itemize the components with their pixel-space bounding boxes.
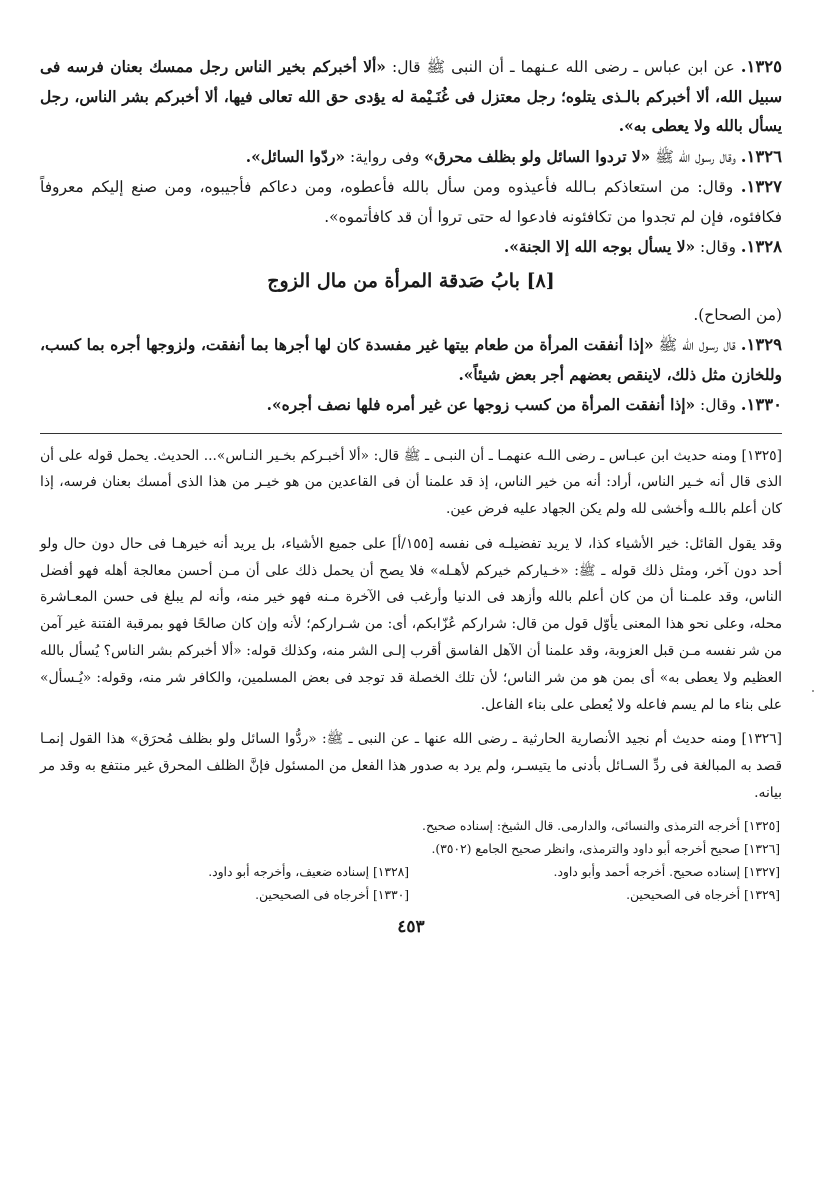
hadith-number: ١٣٢٥. [740,57,782,76]
commentary-1325-part1: [١٣٢٥] ومنه حديث ابن عبـاس ـ رضى اللـه عنهمـا ـ أن النبـى ـ ﷺ قال: «ألا أخبـركم بخـير النـاس»... الحديث. يحمل قوله على أن الذى قال أنه خـير الناس، أراد: أنه من خير الناس، إذ قد علمنا أن فى القاعدين من هو خيـر من هذا الذى أمسك بعنان فرسه، إذا كان أعلم باللـه وأخشى لله ولم يكن الجهاد عليه فرض عين. [40,447,782,518]
hadith-number: ١٣٢٧. [740,177,782,196]
hadith-1329 [40,330,782,390]
hadith-1325 [40,52,782,142]
footnote-1329: [١٣٢٩] أخرجاه فى الصحيحين. [626,887,780,902]
footnote-1327: [١٣٢٧] إسناده صحيح. أخرجه أحمد وأبو داود. [553,864,780,879]
footnote-1330: [١٣٣٠] أخرجاه فى الصحيحين. [255,887,409,902]
hadith-text: «إذا أنفقت المرأة من طعام بيتها غير مفسدة كان لها أجرها بما أنفقت، ولزوجها أجره بما كسب، وللخازن مثل ذلك، لاينقص بعضهم أجر بعض شيئاً». [40,336,782,384]
hadith-1330 [40,390,782,421]
hadith-text: «لا يسأل بوجه الله إلا الجنة». [503,238,696,256]
hadith-number: ١٣٢٦. [740,146,782,166]
hadith-number: ١٣٣٠. [740,395,782,414]
chapter-heading: [٨] بابُ صَدقة المرأة من مال الزوج [267,269,555,292]
hadith-1326 [40,142,782,173]
hadith-variant-label: وفى رواية: [349,147,420,166]
hadith-intro: قال رسول الله ﷺ [658,336,736,354]
hadith-variant-text: «ردّوا السائل». [245,147,346,166]
section-divider [40,433,782,434]
book-page [40,52,782,937]
footnote-row [40,861,782,884]
hadith-intro: عن ابن عباس ـ رضى الله عـنهما ـ أن النبى ﷺ قال: [392,58,735,76]
footnote-1326: [١٣٢٦] صحيح أخرجه أبو داود والترمذى، وانظر صحيح الجامع (٣٥٠٢). [431,841,780,856]
scan-speck [812,690,814,692]
hadith-intro: وقال رسول الله ﷺ [655,147,736,166]
footnote-1328: [١٣٢٨] إسناده ضعيف، وأخرجه أبو داود. [208,864,409,879]
hadith-intro: وقال: [700,238,736,256]
commentary-1326: [١٣٢٦] ومنه حديث أم نجيد الأنصارية الحارثية ـ رضى الله عنها ـ عن النبى ـ ﷺ: «ردُّوا السائل ولو بظلف مُحرَق» هذا القول إنمـا قصد به المبالغة فى ردِّ السـائل بأدنى ما يتيسـر، ولم يرد به صدور هذا الفعل من المسئول فإنَّ الظلف المحرق غير منتفع به وقد مر بيانه. [40,731,782,802]
footnotes [40,815,782,907]
footnote-row [40,884,782,907]
hadith-1327 [40,172,782,232]
hadith-intro: وقال: [700,396,736,414]
hadith-number: ١٣٢٩. [740,335,782,354]
hadith-number: ١٣٢٨. [740,237,782,256]
commentary-1325-part2: وقد يقول القائل: خير الأشياء كذا، لا يريد تفضيلـه فى نفسه [١٥٥/أ] على جميع الأشياء، بل يريد أنه خيرهـا فى حال دون حال ولو أحد دون آخر، ومثل ذلك قوله ـ ﷺ: «خـياركم خيركم لأهـله» فلا يصح أن يحمل ذلك على أن مـن أحسن معالجة أهله فهو أفضل الناس، وقد علمـنا أن من كان أعلم بالله وأزهد فى الدنيا وأرغب فى الآخرة مـنه فهو خير منه، وأنه لم يبلغ فى حسن المعـاشرة محله، وعلى نحو هذا المعنى يأوّل قول من قال: شراركم عُزّابكم، أى: من شـراركم؛ لأنه وإن كان صالحًا فهو بمرقبة الفتنة غير آمن من شر نفسه مـن قبل العزوبة، وقد علمنا أن الآهل الفاسق أقرب إلـى الشر منه، وكذلك قوله: «ألا أخبركم بشر الناس؟ يُسأل بالله العظيم ولا يعطى به» أى بمن هو من شر الناس؛ لأن تلك الخصلة قد توجد فى بعض المسلمين، والكافر شر منه، وقوله: «يُـسأل» على بناء ما لم يسم فاعله ولا يُعطى على بناء الفاعل. [40,535,783,713]
hadith-text: وقال: من استعاذكم بـالله فأعيذوه ومن سأل بالله فأعطوه، ومن دعاكم فأجيبوه، ومن صنع إليكم معروفاً فكافئوه، فإن لم تجدوا من تكافئونه فادعوا له حتى تروا أن قد كافأتموه». [40,178,782,226]
footnote-1325: [١٣٢٥] أخرجه الترمذى والنسائى، والدارمى. قال الشيخ: إسناده صحيح. [422,818,780,833]
hadith-text: «ألا أخبركم بخير الناس رجل ممسك بعنان فرسه فى سبيل الله، ألا أخبركم بالـذى يتلوه؛ رجل معتزل فى غُنَـيْمة له يؤدى حق الله تعالى فيها، ألا أخبركم بشر الناس، رجل يسأل بالله ولا يعطى به». [40,58,782,135]
page-number: ٤٥٣ [397,916,425,937]
hadith-1328 [40,232,782,263]
hadith-text: «لا تردوا السائل ولو بظلف محرق» [424,147,651,166]
hadith-text: «إذا أنفقت المرأة من كسب زوجها عن غير أمره فلها نصف أجره». [266,396,696,414]
chapter-source: (من الصحاح). [693,305,782,324]
